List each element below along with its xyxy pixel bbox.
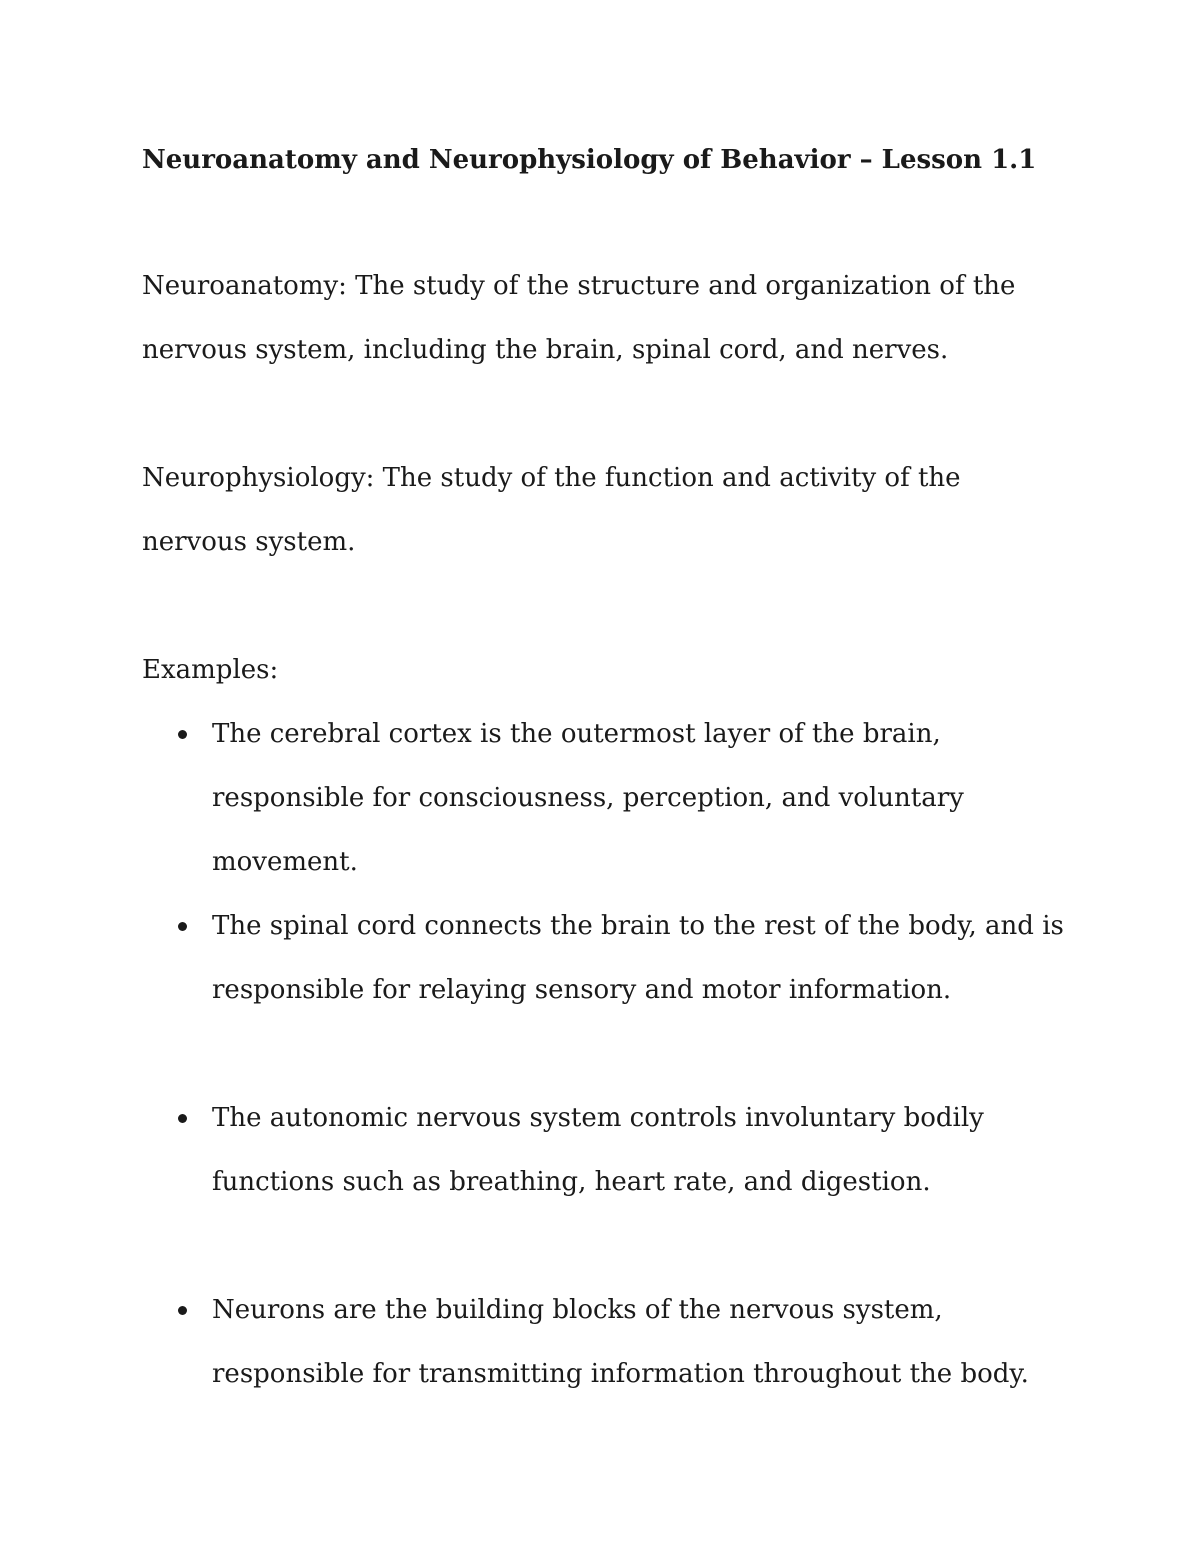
examples-heading: Examples: bbox=[142, 655, 279, 685]
definition-neuroanatomy: Neuroanatomy: The study of the structure and organization of the nervous system, including the brain, spinal cord, and nerves. bbox=[142, 271, 1016, 365]
list-item-text: The autonomic nervous system controls involuntary bodily functions such as breathing, heart rate, and digestion. bbox=[212, 1103, 984, 1197]
list-item-text: Neurons are the building blocks of the nervous system, responsible for transmitting information throughout the body. bbox=[212, 1295, 1029, 1389]
bullet-icon bbox=[178, 922, 187, 931]
page-title: Neuroanatomy and Neurophysiology of Behavior – Lesson 1.1 bbox=[142, 145, 1037, 175]
bullet-icon bbox=[178, 1306, 187, 1315]
list-item-text: The spinal cord connects the brain to the rest of the body, and is responsible for relaying sensory and motor information. bbox=[212, 911, 1064, 1005]
list-item bbox=[142, 1278, 1072, 1406]
list-item bbox=[142, 702, 1072, 877]
list-item bbox=[142, 894, 1072, 1022]
bullet-icon bbox=[178, 1114, 187, 1123]
bullet-icon bbox=[178, 730, 187, 739]
list-item bbox=[142, 1086, 1072, 1214]
list-item-text: The cerebral cortex is the outermost layer of the brain, responsible for consciousness, perception, and voluntary movement. bbox=[212, 719, 964, 877]
definition-neurophysiology: Neurophysiology: The study of the function and activity of the nervous system. bbox=[142, 463, 961, 557]
